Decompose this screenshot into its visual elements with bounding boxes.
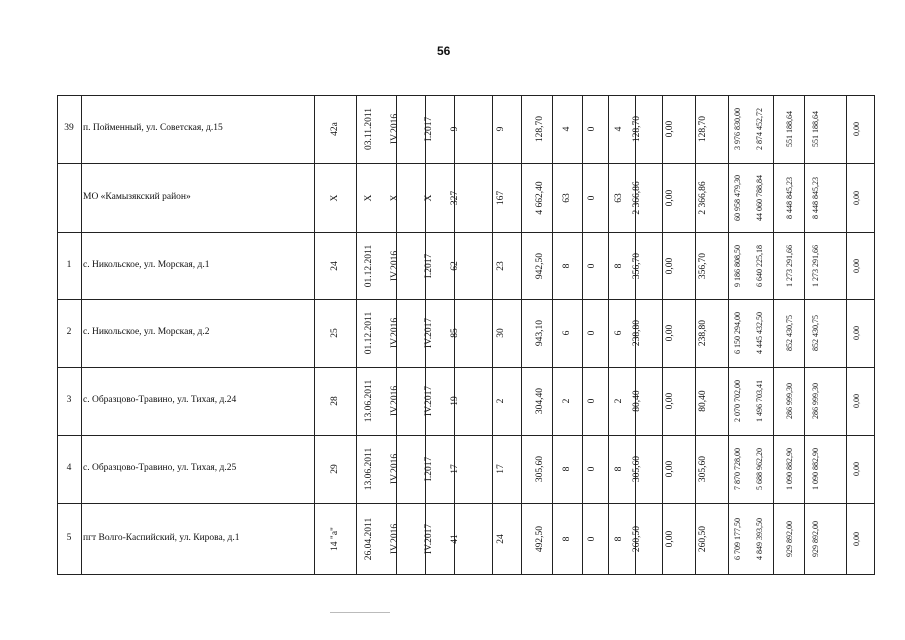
column-border [608,95,609,574]
cell-p2: 0 [587,263,597,268]
cell-m1: 6 150 294,00 [733,312,742,354]
address-cell: МО «Камызякский район» [83,191,191,202]
row-border [57,95,875,96]
cell-m4: 852 430,75 [811,315,820,351]
column-border [521,95,522,574]
cell-house: 29 [330,464,340,474]
cell-m2: 1 496 703,41 [755,380,764,422]
cell-m4: 1 273 291,66 [811,244,820,287]
cell-q2: IV.2017 [424,523,434,554]
cell-q2: X [424,194,434,201]
column-border [874,95,875,574]
cell-m3: 852 430,75 [785,315,794,351]
cell-q1: IV.2016 [390,113,400,145]
row-border [57,574,875,575]
cell-p2: 0 [587,126,597,132]
row-number: 1 [66,259,72,270]
cell-date: 13.06.2011 [364,379,374,423]
cell-m1: 60 958 479,30 [733,174,742,221]
cell-m3: 929 892,00 [785,520,794,557]
row-border [57,367,875,368]
cell-m1: 2 070 702,00 [733,380,742,422]
row-number: 2 [66,327,72,337]
row-border [57,163,875,164]
cell-a1: 238,80 [632,319,642,347]
cell-m3: 551 188,64 [785,111,794,147]
cell-m4: 286 999,30 [811,383,820,419]
cell-p1: 2 [562,398,572,404]
column-border [773,95,774,574]
cell-m2: 2 874 452,72 [755,108,764,150]
cell-p2: 0 [587,330,597,336]
column-border [846,95,847,574]
cell-q2: I.2017 [424,456,434,482]
cell-a1: 305,60 [632,455,642,483]
cell-a1: 2 366,86 [632,180,642,215]
cell-a2: 0,00 [665,392,675,410]
cell-m1: 9 186 808,50 [733,244,742,287]
cell-c2: 23 [496,260,506,271]
cell-p1: 4 [562,126,572,132]
cell-m4: 8 448 845,23 [811,176,820,219]
cell-m1: 6 709 177,50 [733,517,742,560]
cell-q1: IV.2016 [390,385,400,417]
cell-m4: 929 892,00 [811,520,820,557]
cell-p3: 63 [614,192,624,203]
cell-p1: 63 [562,192,572,203]
cell-a3: 260,50 [698,525,708,552]
cell-m5: 0,00 [852,531,861,546]
cell-a2: 0,00 [665,189,675,206]
row-number: 4 [66,463,72,473]
column-border [695,95,696,574]
page-number: 56 [437,44,451,58]
address-cell: п. Пойменный, ул. Советская, д.15 [83,123,223,133]
cell-a3: 80,40 [698,390,708,412]
cell-m2: 6 640 225,18 [755,244,764,287]
cell-a2: 0,00 [665,120,675,138]
row-border [57,503,875,504]
cell-q2: IV.2017 [424,317,434,349]
cell-house: 25 [330,328,340,338]
cell-c1: 327 [450,190,460,205]
cell-p2: 0 [587,466,597,472]
cell-m5: 0,00 [852,394,861,408]
cell-m1: 3 976 830,00 [733,108,742,150]
cell-c2: 17 [496,464,506,474]
cell-date: 01.12.2011 [364,311,374,355]
cell-date: 01.12.2011 [364,244,374,287]
cell-m5: 0,00 [852,122,861,136]
column-border [552,95,553,574]
row-border [57,232,875,233]
cell-c1: 9 [450,126,460,132]
column-border [662,95,663,574]
cell-house: 14 "а" [330,526,340,551]
cell-p3: 6 [614,330,624,336]
cell-p1: 6 [562,330,572,336]
row-number: 39 [64,123,74,133]
cell-p3: 8 [614,263,624,268]
cell-date: X [364,194,374,201]
column-border [728,95,729,574]
cell-a2: 0,00 [665,530,675,547]
cell-a1: 356,70 [632,252,642,279]
cell-area: 305,60 [535,455,545,483]
cell-q1: IV.2016 [390,453,400,485]
cell-q2: I.2017 [424,116,434,142]
cell-m3: 1 090 882,90 [785,448,794,490]
cell-a2: 0,00 [665,324,675,342]
cell-a3: 356,70 [698,252,708,279]
cell-a3: 238,80 [698,319,708,347]
cell-house: 42а [330,122,340,136]
cell-house: 28 [330,396,340,406]
cell-area: 304,40 [535,387,545,415]
cell-c1: 19 [450,396,460,406]
cell-p2: 0 [587,398,597,404]
cell-area: 4 662,40 [535,180,545,215]
cell-m5: 0,00 [852,190,861,205]
cell-p3: 2 [614,398,624,404]
cell-m2: 44 060 788,84 [755,174,764,221]
scan-mark [330,612,390,613]
cell-p1: 8 [562,466,572,472]
cell-c2: 167 [496,190,506,205]
cell-date: 03.11.2011 [364,107,374,151]
cell-q2: I.2017 [424,253,434,278]
cell-m5: 0,00 [852,462,861,476]
cell-p3: 4 [614,126,624,132]
housing-table [57,95,875,574]
cell-a3: 128,70 [698,115,708,143]
cell-a2: 0,00 [665,460,675,478]
cell-m3: 1 273 291,66 [785,244,794,287]
cell-a1: 260,50 [632,525,642,552]
cell-a3: 2 366,86 [698,180,708,215]
cell-c2: 24 [496,533,506,544]
cell-q1: IV.2016 [390,250,400,281]
cell-p1: 8 [562,536,572,541]
cell-c2: 30 [496,328,506,338]
cell-p1: 8 [562,263,572,268]
column-border [582,95,583,574]
cell-date: 13.06.2011 [364,447,374,491]
cell-area: 492,50 [535,525,545,552]
cell-q2: IV.2017 [424,385,434,417]
column-border [356,95,357,574]
cell-c1: 85 [450,328,460,338]
row-number: 3 [66,395,72,405]
address-cell: пгт Волго-Каспийский, ул. Кирова, д.1 [83,532,240,543]
cell-c1: 17 [450,464,460,474]
cell-m3: 286 999,30 [785,383,794,419]
column-border [492,95,493,574]
cell-m3: 8 448 845,23 [785,176,794,219]
cell-m1: 7 870 728,00 [733,448,742,490]
column-border [804,95,805,574]
column-border [314,95,315,574]
cell-a1: 80,40 [632,390,642,412]
cell-m4: 551 188,64 [811,111,820,147]
cell-area: 128,70 [535,115,545,143]
cell-area: 942,50 [535,252,545,279]
cell-q1: X [390,194,400,201]
address-cell: с. Образцово-Травино, ул. Тихая, д.24 [83,395,237,405]
cell-area: 943,10 [535,319,545,347]
cell-p2: 0 [587,195,597,200]
cell-q1: IV.2016 [390,523,400,554]
cell-a1: 128,70 [632,115,642,143]
cell-m2: 4 445 432,50 [755,312,764,354]
row-border [57,299,875,300]
cell-house: 24 [330,260,340,271]
address-cell: с. Никольское, ул. Морская, д.1 [83,259,210,270]
cell-m2: 4 849 393,50 [755,517,764,560]
cell-p2: 0 [587,536,597,541]
cell-c2: 2 [496,398,506,404]
cell-a2: 0,00 [665,257,675,274]
cell-q1: IV.2016 [390,317,400,349]
cell-a3: 305,60 [698,455,708,483]
row-number: 5 [66,532,72,543]
cell-date: 26.04.2011 [364,517,374,560]
address-cell: с. Образцово-Травино, ул. Тихая, д.25 [83,463,237,473]
cell-c1: 41 [450,533,460,544]
column-border [81,95,82,574]
address-cell: с. Никольское, ул. Морская, д.2 [83,327,210,337]
cell-m4: 1 090 882,90 [811,448,820,490]
row-border [57,435,875,436]
cell-c2: 9 [496,126,506,132]
cell-p3: 8 [614,466,624,472]
cell-p3: 8 [614,536,624,541]
cell-m5: 0,00 [852,258,861,273]
cell-house: X [330,194,340,201]
cell-m5: 0,00 [852,326,861,340]
cell-c1: 62 [450,260,460,271]
cell-m2: 5 688 962,20 [755,448,764,490]
